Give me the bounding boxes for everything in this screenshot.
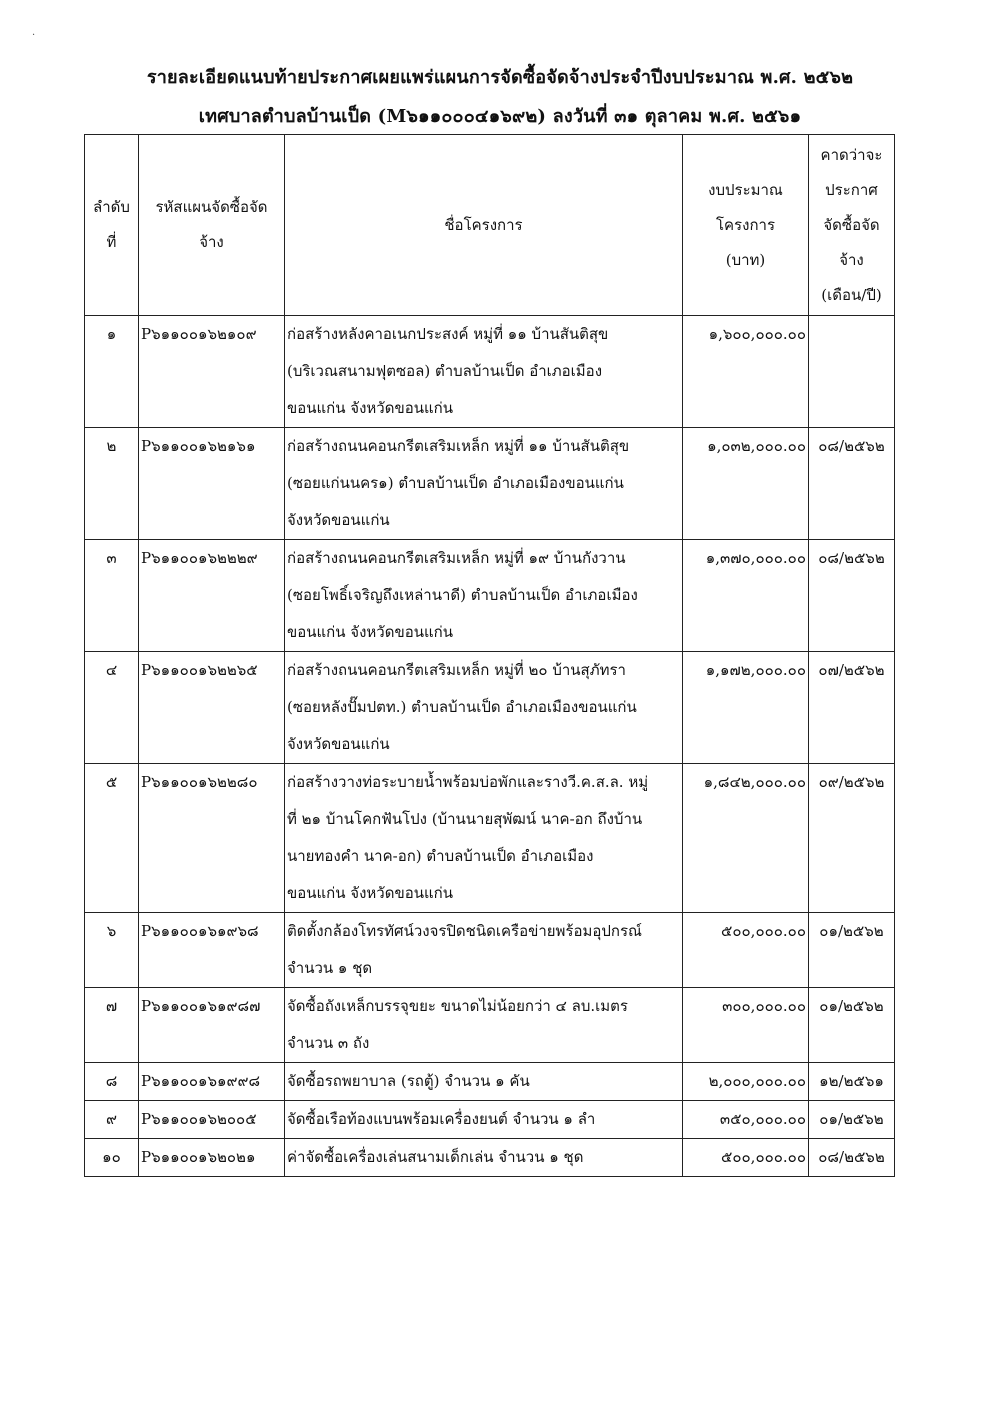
document-title: รายละเอียดแนบท้ายประกาศเผยแพร่แผนการจัดซื้อจัดจ้างประจำปีงบประมาณ พ.ศ. ๒๕๖๒ bbox=[146, 67, 854, 88]
plan-code: P๖๑๑๐๐๑๖๒๒๘๐ bbox=[139, 764, 285, 913]
header-name-line: ชื่อโครงการ bbox=[444, 215, 523, 234]
project-name bbox=[285, 540, 683, 652]
announce-month: ๐๑/๒๕๖๒ bbox=[809, 913, 895, 988]
project-name-line: จัดซื้อรถพยาบาล (รถตู้) จำนวน ๑ คัน bbox=[287, 1072, 530, 1090]
project-name bbox=[285, 428, 683, 540]
row-number: ๖ bbox=[85, 913, 139, 988]
plan-code: P๖๑๑๐๐๑๖๑๙๙๘ bbox=[139, 1063, 285, 1101]
procurement-plan-table bbox=[84, 134, 895, 1177]
table-row bbox=[85, 652, 895, 764]
project-name-line: ที่ ๒๑ บ้านโคกฟันโปง (บ้านนายสุพัฒน์ นาค-อก ถึงบ้าน bbox=[287, 810, 643, 828]
header-no-line: ที่ bbox=[106, 233, 117, 251]
header-code-line: รหัสแผนจัดซื้อจัด bbox=[155, 198, 268, 216]
project-budget: ๓๐๐,๐๐๐.๐๐ bbox=[683, 988, 809, 1063]
plan-code: P๖๑๑๐๐๑๖๑๙๘๗ bbox=[139, 988, 285, 1063]
header-budget-line: โครงการ bbox=[715, 215, 776, 234]
announce-month: ๐๑/๒๕๖๒ bbox=[809, 1101, 895, 1139]
row-number: ๕ bbox=[85, 764, 139, 913]
project-name bbox=[285, 913, 683, 988]
row-number: ๑ bbox=[85, 316, 139, 428]
project-name-line: ติดตั้งกล้องโทรทัศน์วงจรปิดชนิดเครือข่ายพร้อมอุปกรณ์ bbox=[287, 922, 642, 940]
row-number: ๔ bbox=[85, 652, 139, 764]
project-name bbox=[285, 316, 683, 428]
plan-code: P๖๑๑๐๐๑๖๒๑๐๙ bbox=[139, 316, 285, 428]
project-name-line: (ซอยโพธิ์เจริญถึงเหล่านาดี) ตำบลบ้านเป็ด อำเภอเมือง bbox=[287, 586, 638, 604]
project-name bbox=[285, 1063, 683, 1101]
project-name-line: ก่อสร้างถนนคอนกรีตเสริมเหล็ก หมู่ที่ ๑๑ บ้านสันติสุข bbox=[287, 437, 630, 455]
header-code bbox=[139, 135, 285, 316]
plan-code: P๖๑๑๐๐๑๖๑๙๖๘ bbox=[139, 913, 285, 988]
header-name bbox=[285, 135, 683, 316]
project-name-line: (บริเวณสนามฟุตซอล) ตำบลบ้านเป็ด อำเภอเมือง bbox=[287, 362, 603, 380]
announce-month: ๐๘/๒๕๖๒ bbox=[809, 1139, 895, 1177]
table-header-row bbox=[85, 135, 895, 316]
header-month-line: (เดือน/ปี) bbox=[821, 285, 882, 304]
project-budget: ๑,๘๔๒,๐๐๐.๐๐ bbox=[683, 764, 809, 913]
project-name-line: ก่อสร้างหลังคาอเนกประสงค์ หมู่ที่ ๑๑ บ้านสันติสุข bbox=[287, 325, 609, 343]
header-budget-line: (บาท) bbox=[725, 250, 766, 269]
project-name-line: ก่อสร้างถนนคอนกรีตเสริมเหล็ก หมู่ที่ ๑๙ บ้านกังวาน bbox=[287, 549, 626, 567]
plan-code: P๖๑๑๐๐๑๖๒๐๒๑ bbox=[139, 1139, 285, 1177]
project-name-line: จัดซื้อถังเหล็กบรรจุขยะ ขนาดไม่น้อยกว่า ๔ ลบ.เมตร bbox=[287, 997, 628, 1015]
project-budget: ๑,๓๗๐,๐๐๐.๐๐ bbox=[683, 540, 809, 652]
header-budget-line: งบประมาณ bbox=[708, 180, 783, 199]
announce-month: ๐๘/๒๕๖๒ bbox=[809, 540, 895, 652]
announce-month: ๐๗/๒๕๖๒ bbox=[809, 652, 895, 764]
project-name-line: ก่อสร้างวางท่อระบายน้ำพร้อมบ่อพักและรางวี.ค.ส.ล. หมู่ bbox=[287, 773, 649, 791]
plan-code: P๖๑๑๐๐๑๖๒๒๖๕ bbox=[139, 652, 285, 764]
header-month-line: ประกาศ bbox=[825, 180, 878, 199]
row-number: ๑๐ bbox=[85, 1139, 139, 1177]
plan-code: P๖๑๑๐๐๑๖๒๒๒๙ bbox=[139, 540, 285, 652]
project-budget: ๑,๖๐๐,๐๐๐.๐๐ bbox=[683, 316, 809, 428]
table-row bbox=[85, 988, 895, 1063]
row-number: ๙ bbox=[85, 1101, 139, 1139]
project-name-line: จำนวน ๓ ถัง bbox=[287, 1034, 370, 1052]
table-row bbox=[85, 540, 895, 652]
project-name-line: จังหวัดขอนแก่น bbox=[287, 735, 390, 753]
plan-code: P๖๑๑๐๐๑๖๒๐๐๕ bbox=[139, 1101, 285, 1139]
project-budget: ๕๐๐,๐๐๐.๐๐ bbox=[683, 913, 809, 988]
project-name-line: ก่อสร้างถนนคอนกรีตเสริมเหล็ก หมู่ที่ ๒๐ บ้านสุภัทรา bbox=[287, 661, 626, 679]
project-budget: ๑,๐๓๒,๐๐๐.๐๐ bbox=[683, 428, 809, 540]
plan-code: P๖๑๑๐๐๑๖๒๑๖๑ bbox=[139, 428, 285, 540]
project-name-line: ขอนแก่น จังหวัดขอนแก่น bbox=[287, 399, 453, 417]
header-month-line: จ้าง bbox=[839, 250, 864, 269]
table-row bbox=[85, 913, 895, 988]
row-number: ๗ bbox=[85, 988, 139, 1063]
project-name bbox=[285, 1101, 683, 1139]
header-month-line: คาดว่าจะ bbox=[820, 145, 883, 164]
project-name bbox=[285, 1139, 683, 1177]
announce-month: ๐๘/๒๕๖๒ bbox=[809, 428, 895, 540]
announce-month: ๐๙/๒๕๖๒ bbox=[809, 764, 895, 913]
table-row bbox=[85, 428, 895, 540]
project-name bbox=[285, 988, 683, 1063]
project-budget: ๕๐๐,๐๐๐.๐๐ bbox=[683, 1139, 809, 1177]
project-name bbox=[285, 652, 683, 764]
project-name-line: ขอนแก่น จังหวัดขอนแก่น bbox=[287, 884, 453, 902]
table-row bbox=[85, 316, 895, 428]
project-name-line: นายทองคำ นาค-อก) ตำบลบ้านเป็ด อำเภอเมือง bbox=[287, 847, 594, 865]
table-row bbox=[85, 764, 895, 913]
announce-month: ๑๒/๒๕๖๑ bbox=[809, 1063, 895, 1101]
project-name-line: ขอนแก่น จังหวัดขอนแก่น bbox=[287, 623, 453, 641]
header-budget bbox=[683, 135, 809, 316]
project-budget: ๑,๑๗๒,๐๐๐.๐๐ bbox=[683, 652, 809, 764]
header-no-line: ลำดับ bbox=[93, 198, 130, 216]
project-name bbox=[285, 764, 683, 913]
table-row bbox=[85, 1063, 895, 1101]
header-month bbox=[809, 135, 895, 316]
table-row bbox=[85, 1101, 895, 1139]
header-month-line: จัดซื้อจัด bbox=[823, 215, 880, 234]
project-budget: ๒,๐๐๐,๐๐๐.๐๐ bbox=[683, 1063, 809, 1101]
row-number: ๘ bbox=[85, 1063, 139, 1101]
header-code-line: จ้าง bbox=[199, 233, 224, 251]
project-budget: ๓๕๐,๐๐๐.๐๐ bbox=[683, 1101, 809, 1139]
project-name-line: ค่าจัดซื้อเครื่องเล่นสนามเด็กเล่น จำนวน ๑ ชุด bbox=[287, 1148, 584, 1166]
header-no bbox=[85, 135, 139, 316]
announce-month: ๐๑/๒๕๖๒ bbox=[809, 988, 895, 1063]
row-number: ๒ bbox=[85, 428, 139, 540]
project-name-line: จัดซื้อเรือท้องแบนพร้อมเครื่องยนต์ จำนวน ๑ ลำ bbox=[287, 1110, 596, 1128]
table-row bbox=[85, 1139, 895, 1177]
row-number: ๓ bbox=[85, 540, 139, 652]
project-name-line: จังหวัดขอนแก่น bbox=[287, 511, 390, 529]
document-subtitle: เทศบาลตำบลบ้านเป็ด (M๖๑๑๐๐๐๔๑๖๙๒) ลงวันที่ ๓๑ ตุลาคม พ.ศ. ๒๕๖๑ bbox=[198, 106, 802, 127]
announce-month bbox=[809, 316, 895, 428]
project-name-line: (ซอยแก่นนคร๑) ตำบลบ้านเป็ด อำเภอเมืองขอนแก่น bbox=[287, 474, 624, 492]
project-name-line: (ซอยหลังปั๊มปตท.) ตำบลบ้านเป็ด อำเภอเมืองขอนแก่น bbox=[287, 698, 637, 716]
scan-mark: · bbox=[32, 30, 36, 41]
project-name-line: จำนวน ๑ ชุด bbox=[287, 959, 373, 977]
